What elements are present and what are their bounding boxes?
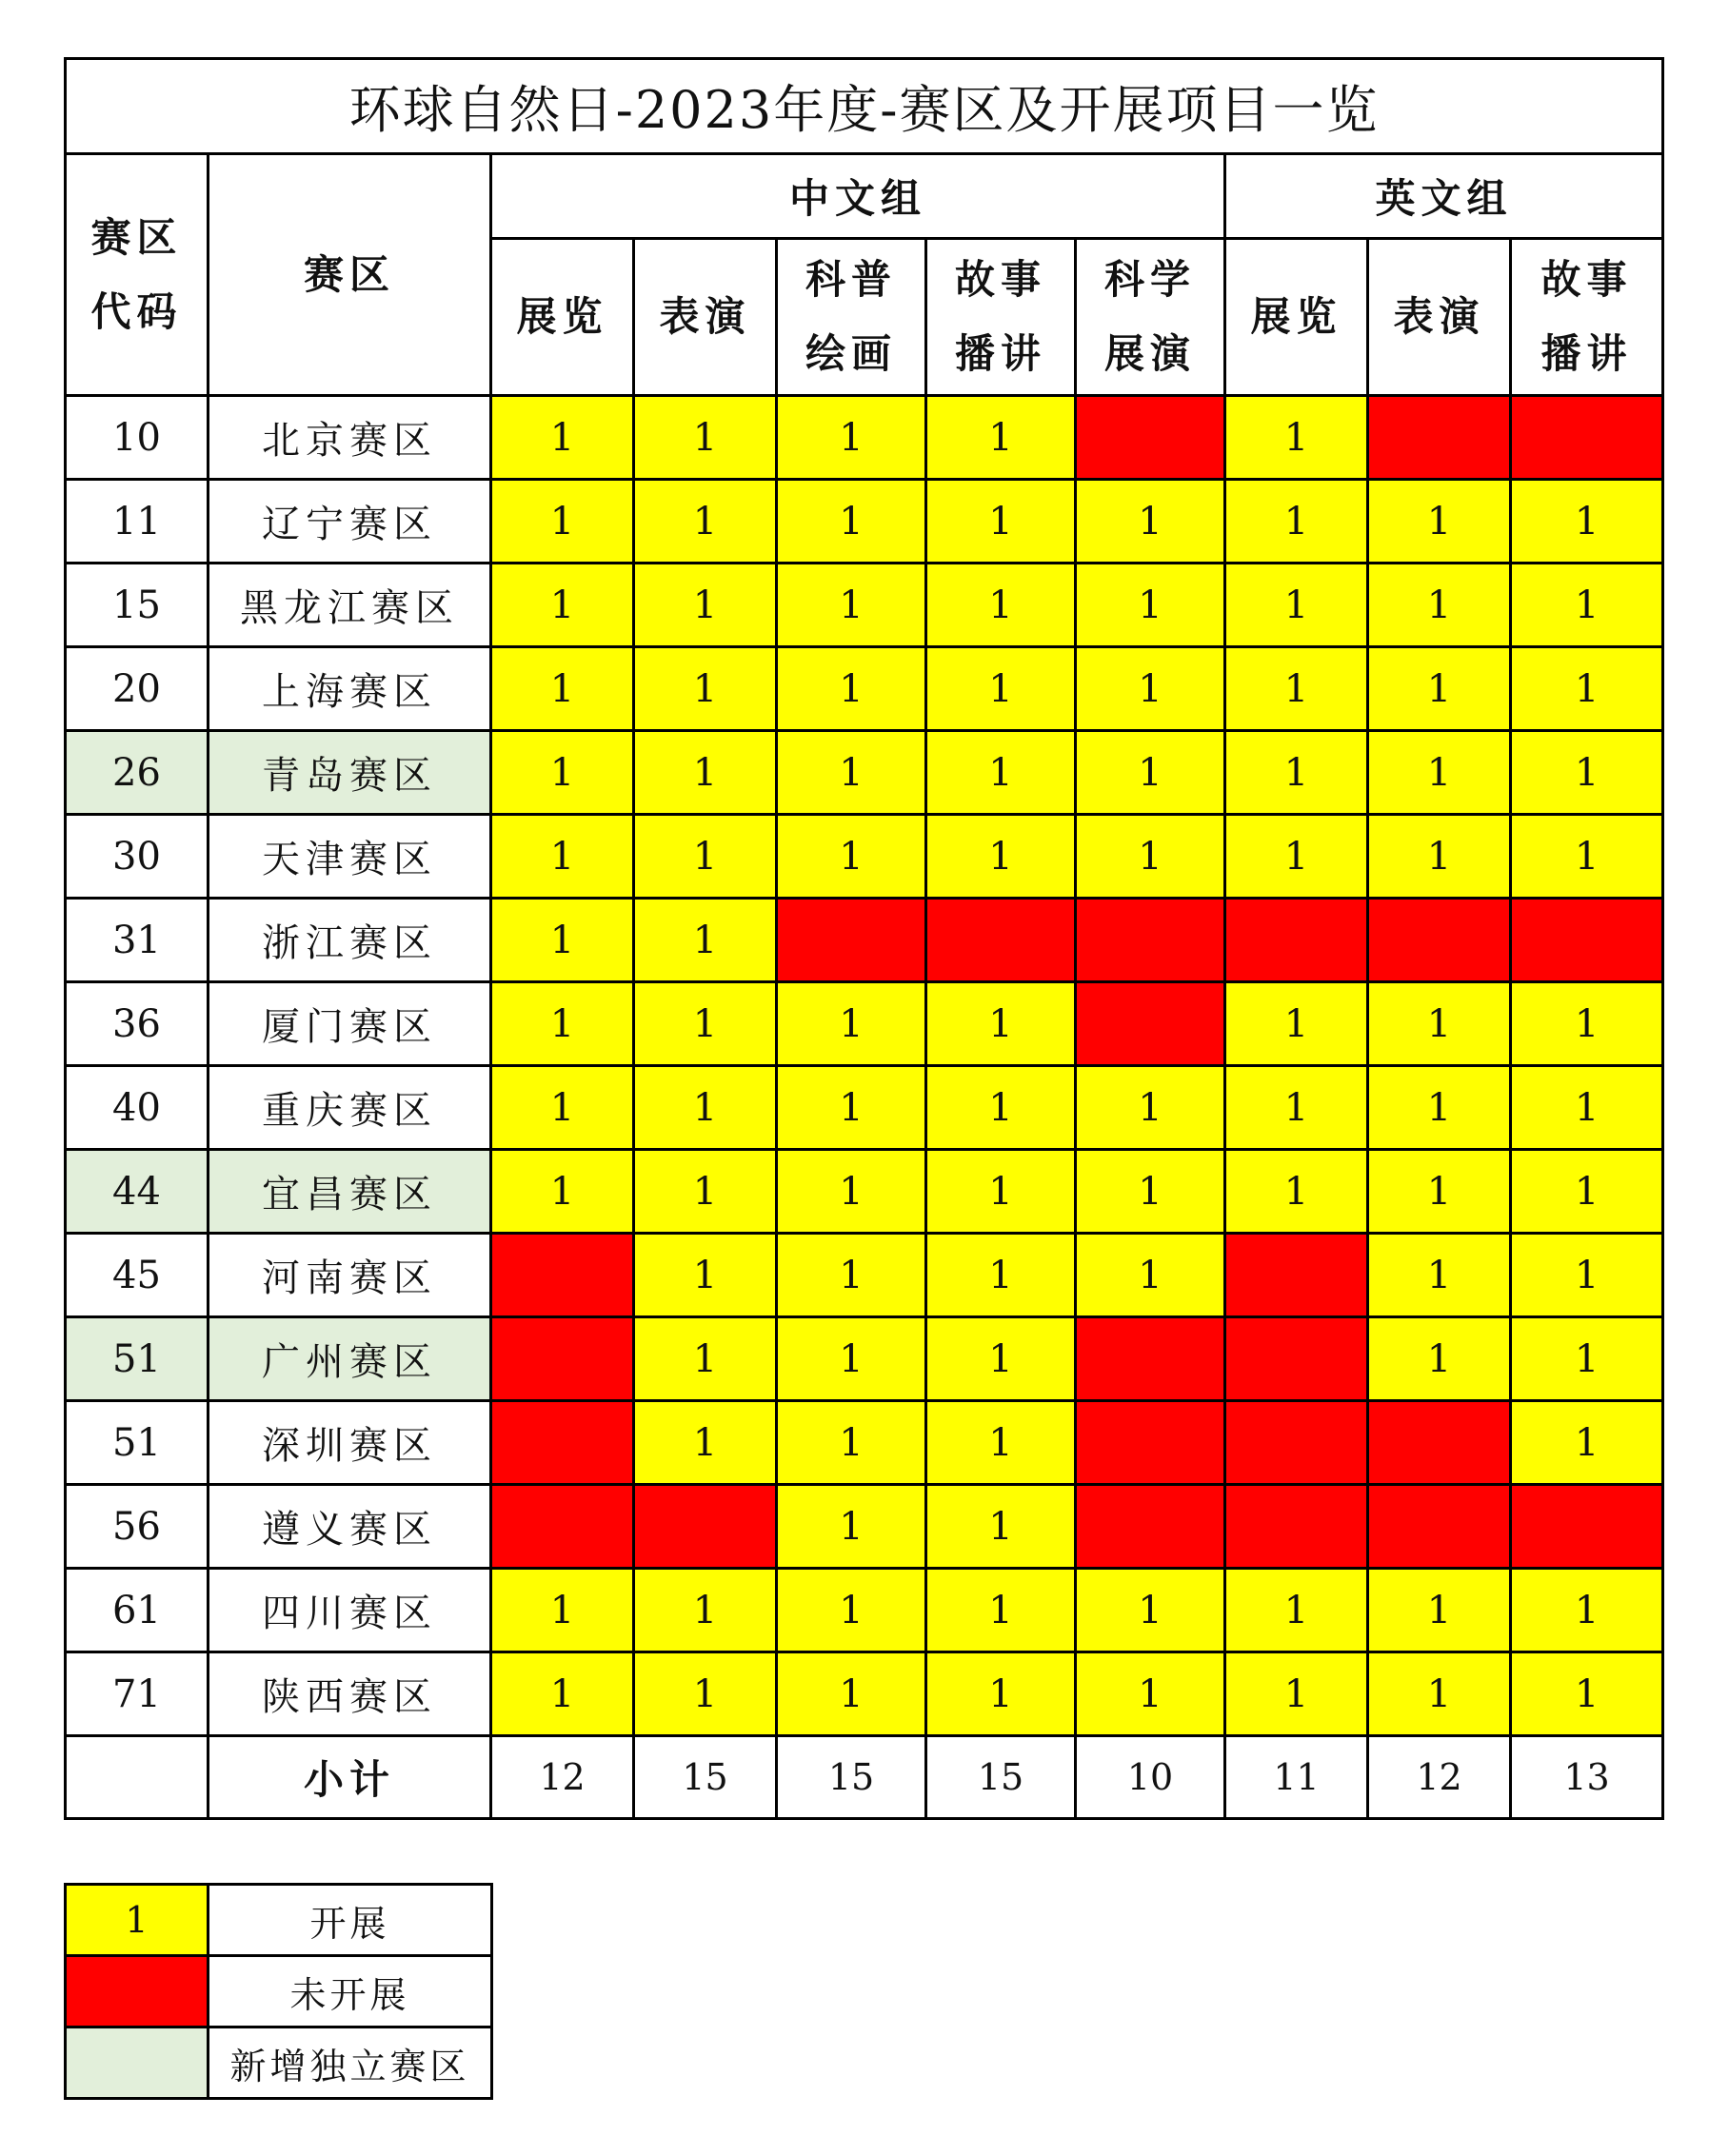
region-name-cell: 河南赛区 bbox=[209, 1234, 491, 1317]
region-name-cell: 广州赛区 bbox=[209, 1317, 491, 1401]
status-cell-active: 1 bbox=[1368, 1317, 1511, 1401]
subtotal-value: 15 bbox=[777, 1736, 926, 1819]
region-code-cell: 71 bbox=[66, 1652, 209, 1736]
status-cell-inactive bbox=[1225, 1317, 1368, 1401]
header-category-en-7 bbox=[1511, 239, 1663, 396]
status-cell-active: 1 bbox=[491, 396, 634, 480]
legend-item bbox=[66, 2027, 492, 2099]
status-cell-active: 1 bbox=[777, 1401, 926, 1485]
table-row bbox=[66, 1652, 1663, 1736]
region-name-cell: 北京赛区 bbox=[209, 396, 491, 480]
region-name-cell: 重庆赛区 bbox=[209, 1066, 491, 1150]
status-cell-active: 1 bbox=[1076, 1652, 1225, 1736]
status-cell-inactive bbox=[777, 899, 926, 982]
header-category-line1: 故事 bbox=[1540, 256, 1633, 303]
status-cell-active: 1 bbox=[777, 1652, 926, 1736]
status-cell-active: 1 bbox=[1076, 731, 1225, 815]
status-cell-inactive bbox=[1076, 982, 1225, 1066]
status-cell-active: 1 bbox=[926, 480, 1076, 564]
status-cell-active: 1 bbox=[777, 647, 926, 731]
status-cell-inactive bbox=[491, 1317, 634, 1401]
status-cell-active: 1 bbox=[491, 480, 634, 564]
status-cell-active: 1 bbox=[634, 1652, 777, 1736]
status-cell-active: 1 bbox=[1225, 1652, 1368, 1736]
subtotal-value: 12 bbox=[1368, 1736, 1511, 1819]
status-cell-active: 1 bbox=[1368, 1234, 1511, 1317]
status-cell-active: 1 bbox=[1225, 396, 1368, 480]
header-category-line2: 播讲 bbox=[1540, 330, 1633, 377]
status-cell-active: 1 bbox=[1511, 1652, 1663, 1736]
header-category-cn-3 bbox=[926, 239, 1076, 396]
header-category-line1: 科学 bbox=[1103, 256, 1196, 303]
status-cell-active: 1 bbox=[1076, 647, 1225, 731]
status-cell-active: 1 bbox=[1225, 1150, 1368, 1234]
status-cell-active: 1 bbox=[1225, 815, 1368, 899]
region-code-cell: 51 bbox=[66, 1401, 209, 1485]
region-code-cell: 10 bbox=[66, 396, 209, 480]
header-english-group: 英文组 bbox=[1225, 154, 1663, 239]
status-cell-active: 1 bbox=[1511, 815, 1663, 899]
region-project-table bbox=[64, 57, 1664, 1820]
status-cell-active: 1 bbox=[1368, 564, 1511, 647]
status-cell-active: 1 bbox=[1511, 731, 1663, 815]
status-cell-active: 1 bbox=[926, 1485, 1076, 1569]
subtotal-value: 11 bbox=[1225, 1736, 1368, 1819]
legend-swatch bbox=[66, 2027, 209, 2099]
status-cell-active: 1 bbox=[634, 647, 777, 731]
status-cell-active: 1 bbox=[1225, 982, 1368, 1066]
status-cell-active: 1 bbox=[1076, 815, 1225, 899]
status-cell-active: 1 bbox=[926, 731, 1076, 815]
status-cell-inactive bbox=[634, 1485, 777, 1569]
status-cell-active: 1 bbox=[1511, 480, 1663, 564]
subtotal-value: 15 bbox=[926, 1736, 1076, 1819]
status-cell-active: 1 bbox=[491, 1066, 634, 1150]
region-code-cell: 45 bbox=[66, 1234, 209, 1317]
region-name-cell: 浙江赛区 bbox=[209, 899, 491, 982]
status-cell-inactive bbox=[1511, 396, 1663, 480]
table-row bbox=[66, 899, 1663, 982]
table-row bbox=[66, 982, 1663, 1066]
status-cell-active: 1 bbox=[777, 982, 926, 1066]
status-cell-active: 1 bbox=[1368, 731, 1511, 815]
title-row bbox=[66, 59, 1663, 154]
header-region-code bbox=[66, 154, 209, 396]
status-cell-inactive bbox=[1368, 1485, 1511, 1569]
region-code-cell: 31 bbox=[66, 899, 209, 982]
header-region-code-line2: 代码 bbox=[90, 287, 183, 335]
group-header-row bbox=[66, 154, 1663, 239]
status-cell-active: 1 bbox=[777, 480, 926, 564]
region-name-cell: 黑龙江赛区 bbox=[209, 564, 491, 647]
status-cell-active: 1 bbox=[1076, 1569, 1225, 1652]
legend bbox=[64, 1883, 493, 2100]
status-cell-active: 1 bbox=[926, 1150, 1076, 1234]
status-cell-inactive bbox=[1225, 1485, 1368, 1569]
status-cell-active: 1 bbox=[1225, 480, 1368, 564]
table-title: 环球自然日-2023年度-赛区及开展项目一览 bbox=[66, 59, 1663, 154]
status-cell-inactive bbox=[1511, 1485, 1663, 1569]
status-cell-active: 1 bbox=[926, 396, 1076, 480]
header-category-en-5 bbox=[1225, 239, 1368, 396]
status-cell-active: 1 bbox=[1225, 564, 1368, 647]
table-row bbox=[66, 1401, 1663, 1485]
status-cell-active: 1 bbox=[1076, 564, 1225, 647]
header-category-cn-0 bbox=[491, 239, 634, 396]
status-cell-active: 1 bbox=[634, 1234, 777, 1317]
table-row bbox=[66, 647, 1663, 731]
status-cell-active: 1 bbox=[1368, 647, 1511, 731]
table-row bbox=[66, 1150, 1663, 1234]
table-row bbox=[66, 396, 1663, 480]
region-code-cell: 26 bbox=[66, 731, 209, 815]
status-cell-active: 1 bbox=[491, 1150, 634, 1234]
header-category-line1: 展览 bbox=[1250, 293, 1342, 340]
subtotal-value: 10 bbox=[1076, 1736, 1225, 1819]
status-cell-active: 1 bbox=[634, 396, 777, 480]
region-name-cell: 上海赛区 bbox=[209, 647, 491, 731]
status-cell-active: 1 bbox=[777, 1066, 926, 1150]
table-row bbox=[66, 480, 1663, 564]
status-cell-active: 1 bbox=[777, 396, 926, 480]
status-cell-active: 1 bbox=[777, 1485, 926, 1569]
region-code-cell: 61 bbox=[66, 1569, 209, 1652]
status-cell-active: 1 bbox=[1511, 982, 1663, 1066]
status-cell-active: 1 bbox=[1368, 1652, 1511, 1736]
status-cell-active: 1 bbox=[491, 647, 634, 731]
status-cell-inactive bbox=[1511, 899, 1663, 982]
table-row bbox=[66, 815, 1663, 899]
status-cell-active: 1 bbox=[1076, 480, 1225, 564]
table-row bbox=[66, 1317, 1663, 1401]
status-cell-active: 1 bbox=[491, 564, 634, 647]
status-cell-inactive bbox=[491, 1234, 634, 1317]
status-cell-inactive bbox=[1076, 1485, 1225, 1569]
legend-swatch bbox=[66, 1956, 209, 2027]
status-cell-active: 1 bbox=[491, 899, 634, 982]
status-cell-inactive bbox=[926, 899, 1076, 982]
status-cell-active: 1 bbox=[1368, 480, 1511, 564]
status-cell-active: 1 bbox=[491, 731, 634, 815]
status-cell-active: 1 bbox=[1368, 982, 1511, 1066]
status-cell-inactive bbox=[491, 1485, 634, 1569]
status-cell-active: 1 bbox=[634, 1317, 777, 1401]
subtotal-label: 小计 bbox=[209, 1736, 491, 1819]
status-cell-active: 1 bbox=[1076, 1150, 1225, 1234]
region-code-cell: 11 bbox=[66, 480, 209, 564]
region-code-cell: 40 bbox=[66, 1066, 209, 1150]
header-category-line1: 展览 bbox=[516, 293, 608, 340]
region-name-cell: 青岛赛区 bbox=[209, 731, 491, 815]
status-cell-active: 1 bbox=[1368, 1066, 1511, 1150]
subtotal-value: 15 bbox=[634, 1736, 777, 1819]
status-cell-inactive bbox=[1076, 1401, 1225, 1485]
region-name-cell: 遵义赛区 bbox=[209, 1485, 491, 1569]
status-cell-active: 1 bbox=[491, 815, 634, 899]
status-cell-active: 1 bbox=[1511, 647, 1663, 731]
status-cell-active: 1 bbox=[1511, 1569, 1663, 1652]
region-code-cell: 20 bbox=[66, 647, 209, 731]
table-row bbox=[66, 1234, 1663, 1317]
header-category-line1: 故事 bbox=[954, 256, 1046, 303]
status-cell-active: 1 bbox=[1225, 647, 1368, 731]
table-row bbox=[66, 731, 1663, 815]
header-category-line2: 播讲 bbox=[954, 330, 1046, 377]
region-name-cell: 陕西赛区 bbox=[209, 1652, 491, 1736]
status-cell-active: 1 bbox=[634, 982, 777, 1066]
status-cell-active: 1 bbox=[1076, 1066, 1225, 1150]
status-cell-active: 1 bbox=[1368, 1569, 1511, 1652]
status-cell-inactive bbox=[1225, 1401, 1368, 1485]
status-cell-active: 1 bbox=[634, 815, 777, 899]
status-cell-active: 1 bbox=[777, 1569, 926, 1652]
subtotal-empty-cell bbox=[66, 1736, 209, 1819]
status-cell-active: 1 bbox=[1225, 1066, 1368, 1150]
status-cell-active: 1 bbox=[926, 1317, 1076, 1401]
legend-label: 开展 bbox=[209, 1885, 492, 1956]
status-cell-inactive bbox=[491, 1401, 634, 1485]
status-cell-active: 1 bbox=[1368, 1150, 1511, 1234]
status-cell-inactive bbox=[1076, 396, 1225, 480]
legend-item bbox=[66, 1885, 492, 1956]
status-cell-active: 1 bbox=[926, 1234, 1076, 1317]
subtotal-value: 13 bbox=[1511, 1736, 1663, 1819]
region-code-cell: 56 bbox=[66, 1485, 209, 1569]
status-cell-active: 1 bbox=[926, 1652, 1076, 1736]
table-row bbox=[66, 1569, 1663, 1652]
status-cell-active: 1 bbox=[634, 1066, 777, 1150]
status-cell-active: 1 bbox=[1225, 731, 1368, 815]
status-cell-inactive bbox=[1368, 396, 1511, 480]
header-category-line2: 绘画 bbox=[805, 330, 897, 377]
status-cell-active: 1 bbox=[926, 1569, 1076, 1652]
status-cell-active: 1 bbox=[926, 564, 1076, 647]
status-cell-inactive bbox=[1225, 899, 1368, 982]
status-cell-active: 1 bbox=[777, 1317, 926, 1401]
status-cell-active: 1 bbox=[777, 564, 926, 647]
status-cell-inactive bbox=[1225, 1234, 1368, 1317]
header-category-line1: 表演 bbox=[1393, 293, 1485, 340]
status-cell-active: 1 bbox=[1511, 1317, 1663, 1401]
status-cell-active: 1 bbox=[1225, 1569, 1368, 1652]
region-name-cell: 深圳赛区 bbox=[209, 1401, 491, 1485]
status-cell-active: 1 bbox=[634, 1569, 777, 1652]
status-cell-active: 1 bbox=[1511, 1401, 1663, 1485]
status-cell-active: 1 bbox=[634, 731, 777, 815]
subtotal-value: 12 bbox=[491, 1736, 634, 1819]
header-category-en-6 bbox=[1368, 239, 1511, 396]
status-cell-active: 1 bbox=[1511, 564, 1663, 647]
header-chinese-group: 中文组 bbox=[491, 154, 1225, 239]
region-code-cell: 44 bbox=[66, 1150, 209, 1234]
table-row bbox=[66, 1066, 1663, 1150]
legend-item bbox=[66, 1956, 492, 2027]
status-cell-inactive bbox=[1368, 1401, 1511, 1485]
status-cell-active: 1 bbox=[926, 647, 1076, 731]
status-cell-active: 1 bbox=[634, 1150, 777, 1234]
legend-swatch: 1 bbox=[66, 1885, 209, 1956]
status-cell-active: 1 bbox=[777, 1234, 926, 1317]
region-name-cell: 宜昌赛区 bbox=[209, 1150, 491, 1234]
header-category-line2: 展演 bbox=[1103, 330, 1196, 377]
region-code-cell: 36 bbox=[66, 982, 209, 1066]
status-cell-active: 1 bbox=[491, 1652, 634, 1736]
status-cell-active: 1 bbox=[1511, 1150, 1663, 1234]
region-code-cell: 51 bbox=[66, 1317, 209, 1401]
header-region-code-line1: 赛区 bbox=[90, 213, 183, 261]
status-cell-active: 1 bbox=[926, 1401, 1076, 1485]
status-cell-inactive bbox=[1076, 899, 1225, 982]
status-cell-active: 1 bbox=[926, 982, 1076, 1066]
status-cell-active: 1 bbox=[634, 899, 777, 982]
header-region: 赛区 bbox=[209, 154, 491, 396]
header-category-cn-2 bbox=[777, 239, 926, 396]
table-row bbox=[66, 564, 1663, 647]
status-cell-active: 1 bbox=[1368, 815, 1511, 899]
region-name-cell: 天津赛区 bbox=[209, 815, 491, 899]
status-cell-active: 1 bbox=[634, 480, 777, 564]
subtotal-row bbox=[66, 1736, 1663, 1819]
header-category-cn-4 bbox=[1076, 239, 1225, 396]
status-cell-active: 1 bbox=[491, 1569, 634, 1652]
status-cell-active: 1 bbox=[634, 564, 777, 647]
legend-label: 新增独立赛区 bbox=[209, 2027, 492, 2099]
legend-label: 未开展 bbox=[209, 1956, 492, 2027]
status-cell-active: 1 bbox=[1511, 1066, 1663, 1150]
status-cell-active: 1 bbox=[926, 1066, 1076, 1150]
status-cell-active: 1 bbox=[1076, 1234, 1225, 1317]
header-category-line1: 科普 bbox=[805, 256, 897, 303]
status-cell-active: 1 bbox=[777, 731, 926, 815]
status-cell-active: 1 bbox=[926, 815, 1076, 899]
region-code-cell: 30 bbox=[66, 815, 209, 899]
header-category-line1: 表演 bbox=[659, 293, 751, 340]
status-cell-inactive bbox=[1076, 1317, 1225, 1401]
region-code-cell: 15 bbox=[66, 564, 209, 647]
region-name-cell: 四川赛区 bbox=[209, 1569, 491, 1652]
status-cell-active: 1 bbox=[777, 815, 926, 899]
region-name-cell: 厦门赛区 bbox=[209, 982, 491, 1066]
status-cell-inactive bbox=[1368, 899, 1511, 982]
status-cell-active: 1 bbox=[777, 1150, 926, 1234]
status-cell-active: 1 bbox=[1511, 1234, 1663, 1317]
status-cell-active: 1 bbox=[491, 982, 634, 1066]
header-category-cn-1 bbox=[634, 239, 777, 396]
region-name-cell: 辽宁赛区 bbox=[209, 480, 491, 564]
status-cell-active: 1 bbox=[634, 1401, 777, 1485]
table-row bbox=[66, 1485, 1663, 1569]
